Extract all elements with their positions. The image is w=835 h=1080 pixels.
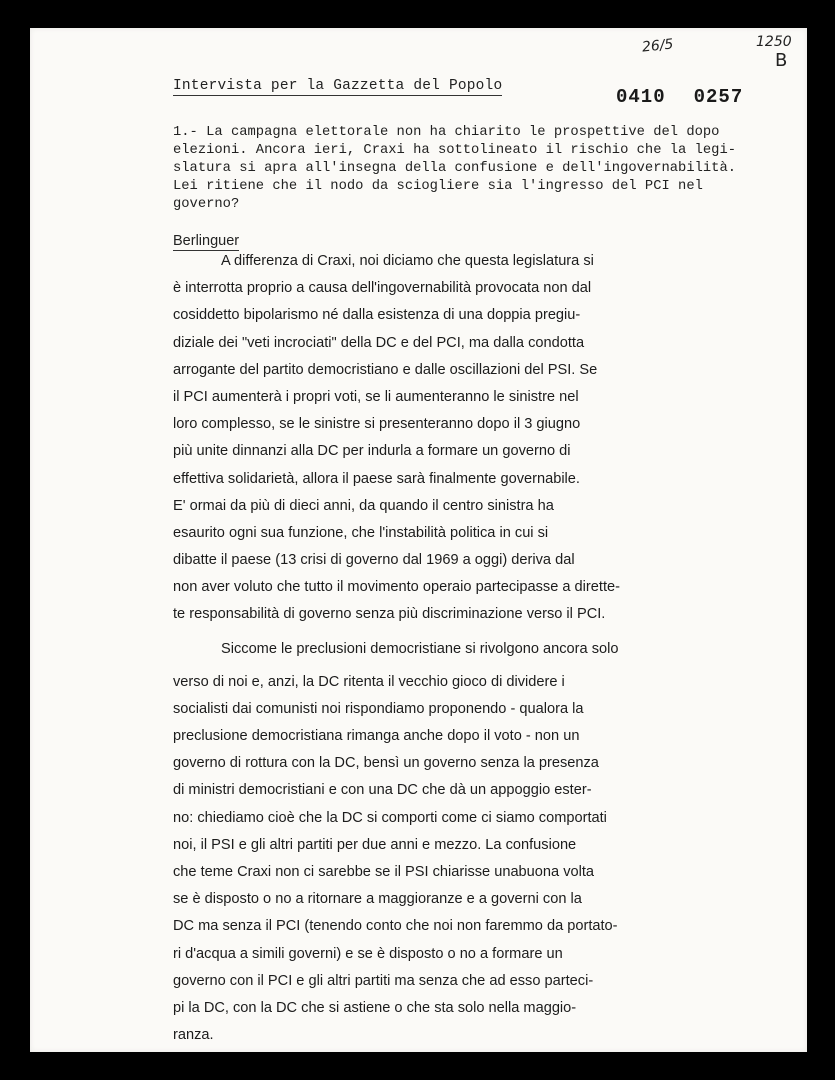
question-line: elezioni. Ancora ieri, Craxi ha sottolineato il rischio che la legi- [173,143,737,158]
interview-question [173,124,763,214]
handwritten-page-number: 1250 [756,34,792,50]
stamp-number-left: 0410 [616,86,666,108]
question-line: governo? [173,197,240,212]
handwritten-date-note: 26/5 [641,36,675,56]
answer-line: ri d'acqua a simili governi) e se è disposto o no a formare un [173,945,563,962]
answer-line: Siccome le preclusioni democristiane si rivolgono ancora solo [221,640,619,657]
answer-line: il PCI aumenterà i propri voti, se li aumenteranno le sinistre nel [173,388,579,405]
question-line: 1.- La campagna elettorale non ha chiarito le prospettive del dopo [173,125,720,140]
answer-line: E' ormai da più di dieci anni, da quando il centro sinistra ha [173,497,554,514]
answer-line: verso di noi e, anzi, la DC ritenta il vecchio gioco di dividere i [173,673,565,690]
answer-line: di ministri democristiani e con una DC che dà un appoggio ester- [173,782,592,799]
question-line: slatura si apra all'insegna della confusione e dell'ingovernabilità. [173,161,737,176]
document-page [30,28,807,1052]
answer-line: è interrotta proprio a causa dell'ingovernabilità provocata non dal [173,280,592,297]
answer-line: ranza. [173,1027,214,1044]
answer-line: che teme Craxi non ci sarebbe se il PSI chiarisse unabuona volta [173,863,595,880]
answer-line: governo di rottura con la DC, bensì un governo senza la presenza [173,755,599,772]
speaker-name: Berlinguer [173,233,240,249]
answer-line: pi la DC, con la DC che si astiene o che sta solo nella maggio- [173,999,577,1016]
answer-line: cosiddetto bipolarismo né dalla esistenza di una doppia pregiu- [173,307,581,324]
archive-stamp [616,86,771,108]
answer-line: effettiva solidarietà, allora il paese sarà finalmente governabile. [173,470,580,487]
answer-line: dibatte il paese (13 crisi di governo dal 1969 a oggi) deriva dal [173,552,575,569]
answer-line: te responsabilità di governo senza più discriminazione verso il PCI. [173,606,606,623]
question-line: Lei ritiene che il nodo da sciogliere sia l'ingresso del PCI nel [173,179,703,194]
handwritten-page-letter: B [775,50,788,71]
answer-line: non aver voluto che tutto il movimento operaio partecipasse a dirette- [173,579,620,596]
document-title: Intervista per la Gazzetta del Popolo [173,78,503,94]
answer-line: se è disposto o no a ritornare a maggioranze e a governi con la [173,891,582,908]
answer-line: DC ma senza il PCI (tenendo conto che noi non faremmo da portato- [173,918,618,935]
answer-line: più unite dinnanzi alla DC per indurla a formare un governo di [173,443,571,460]
answer-line: A differenza di Craxi, noi diciamo che questa legislatura si [221,253,594,269]
answer-line: arrogante del partito democristiano e dalle oscillazioni del PSI. Se [173,361,598,378]
interview-answer [173,248,773,1049]
stamp-number-right: 0257 [693,86,744,108]
answer-line: socialisti dai comunisti noi rispondiamo proponendo - qualora la [173,700,584,717]
answer-line: esaurito ogni sua funzione, che l'instabilità politica in cui si [173,524,549,541]
answer-line: no: chiediamo cioè che la DC si comporti come ci siamo comportati [173,809,607,826]
answer-line: loro complesso, se le sinistre si presenteranno dopo il 3 giugno [173,416,581,433]
answer-line: preclusione democristiana rimanga anche dopo il voto - non un [173,728,580,744]
answer-line: noi, il PSI e gli altri partiti per due anni e mezzo. La confusione [173,836,577,853]
answer-line: governo con il PCI e gli altri partiti ma senza che ad esso parteci- [173,972,594,989]
answer-line: diziale dei "veti incrociati" della DC e del PCI, ma dalla condotta [173,334,585,351]
